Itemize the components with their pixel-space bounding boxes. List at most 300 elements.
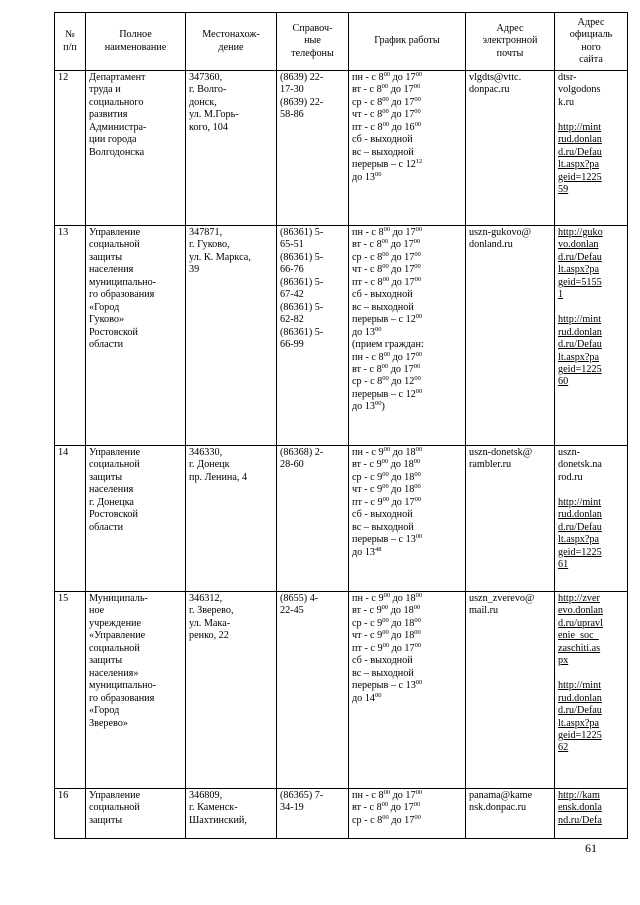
website-link-segment[interactable]: lt.aspx?pa (558, 534, 600, 546)
website-link-segment[interactable]: 60 (558, 376, 569, 388)
time-minutes: 00 (383, 350, 391, 358)
website-link-segment[interactable]: http://guko (558, 227, 603, 238)
text-line: 346312, (189, 593, 223, 604)
schedule-text: до 13 (352, 171, 376, 183)
time-minutes: 00 (383, 226, 391, 233)
website-link-segment[interactable]: geid=1225 (558, 363, 602, 375)
page-number: 61 (585, 841, 597, 855)
text-line: муниципально- (89, 680, 157, 692)
text-line: 66-76 (280, 264, 304, 276)
schedule-line (352, 693, 462, 705)
header-num (55, 13, 86, 71)
org-address (186, 592, 277, 789)
time-minutes: 00 (382, 95, 389, 103)
schedule-line (352, 352, 462, 364)
text-line: 17-30 (280, 84, 304, 96)
time-minutes: 00 (414, 483, 421, 491)
website-link-segment[interactable]: ensk.donla (558, 802, 602, 814)
website-link-segment[interactable]: http://zver (558, 593, 600, 604)
schedule-line (352, 72, 462, 84)
text-line: (86361) 5- (280, 227, 324, 238)
schedule-text: до 17 (388, 239, 414, 251)
text-line: ул. М.Горь- (189, 109, 239, 121)
schedule-line (352, 109, 462, 121)
org-schedule (349, 789, 466, 839)
text-line: области (89, 521, 124, 533)
time-minutes: 00 (382, 375, 389, 383)
schedule-line (352, 327, 462, 339)
text-line: 65-51 (280, 239, 304, 251)
website-link-segment[interactable]: vo.donlan (558, 239, 599, 251)
schedule-text: перерыв – с 13 (352, 534, 416, 546)
schedule-line (352, 484, 462, 496)
website-link-segment[interactable]: http://mint (558, 314, 602, 326)
schedule-text: до 17 (389, 496, 415, 508)
schedule-text: сб - выходной (352, 289, 413, 301)
schedule-text: вт - с 8 (352, 802, 382, 814)
schedule-line (352, 547, 462, 559)
website-link-segment[interactable]: http://mint (558, 680, 602, 692)
header-line: Адрес (577, 16, 605, 28)
schedule-line (352, 172, 462, 184)
schedule-text: ср - с 8 (352, 814, 383, 826)
time-minutes: 00 (381, 238, 389, 246)
schedule-text: перерыв – с 13 (352, 680, 416, 692)
text-line: (8655) 4- (280, 593, 319, 604)
website-link-segment[interactable]: rud.donlan (558, 134, 602, 146)
header-line: телефоны (291, 47, 334, 59)
website-link-segment[interactable]: lt.aspx?pa (558, 159, 600, 171)
org-schedule (349, 71, 466, 226)
text-line: 62-82 (280, 314, 304, 326)
schedule-text: ср - с 8 (352, 251, 383, 263)
text-line: rod.ru (558, 471, 583, 483)
text-line: (86361) 5- (280, 276, 324, 288)
time-minutes: 00 (382, 616, 389, 624)
time-minutes: 00 (413, 83, 421, 91)
org-name (86, 592, 186, 789)
time-minutes: 12 (415, 158, 423, 166)
header-line: Полное (119, 29, 152, 41)
text-line: donetsk.na (558, 459, 602, 471)
text-line: Управление (89, 790, 141, 801)
time-minutes: 00 (375, 400, 382, 408)
text-line: донск, (189, 96, 217, 108)
schedule-text: до 18 (388, 471, 415, 483)
text-line: труда и (89, 84, 121, 96)
website-link-segment[interactable]: 62 (558, 742, 569, 754)
text-line: Гуково» (89, 314, 125, 326)
text-line: Департамент (89, 72, 146, 83)
spacer (558, 484, 624, 496)
time-minutes: 00 (413, 801, 421, 809)
text-line: области (89, 339, 124, 351)
time-minutes: 00 (381, 362, 389, 370)
website-link-segment[interactable]: px (558, 655, 569, 667)
website-link-segment[interactable]: geid=1225 (558, 729, 602, 741)
text-line: пр. Ленина, 4 (189, 471, 248, 483)
website-link-segment[interactable]: zaschiti.as (558, 642, 601, 654)
table-row (55, 226, 628, 446)
text-line: учреждение (89, 617, 142, 629)
schedule-text: вт - с 9 (352, 459, 382, 471)
org-email (466, 789, 555, 839)
text-line: «Город (89, 705, 120, 717)
schedule-text: до 17 (390, 351, 416, 363)
org-website (555, 71, 628, 226)
website-link-segment[interactable]: d.ru/Defau (558, 146, 602, 158)
text-line: (86361) 5- (280, 326, 324, 338)
header-line: № (65, 29, 75, 41)
table-row (55, 592, 628, 789)
text-line: panama@kame (469, 790, 533, 801)
schedule-text: до 17 (389, 276, 415, 288)
website-link-segment[interactable]: rud.donlan (558, 692, 602, 704)
org-address (186, 789, 277, 839)
time-minutes: 00 (383, 789, 391, 796)
time-minutes: 00 (381, 604, 389, 612)
schedule-text: пт - с 9 (352, 496, 383, 508)
org-name (86, 789, 186, 839)
header-location (186, 13, 277, 71)
text-line: ции города (89, 134, 137, 146)
website-link-segment[interactable]: rud.donlan (558, 326, 602, 338)
time-minutes: 00 (414, 375, 421, 383)
text-line: 22-45 (280, 605, 304, 617)
row-number: 13 (55, 226, 86, 446)
website-link-segment[interactable]: d.ru/Defau (558, 251, 602, 263)
website-link-segment[interactable]: http://kam (558, 790, 600, 801)
schedule-text: до 17 (388, 363, 414, 375)
schedule-text: до 17 (388, 109, 415, 121)
schedule-line (352, 605, 462, 617)
schedule-text: до 17 (388, 96, 415, 108)
schedule-line (352, 802, 462, 814)
schedule-line (352, 655, 462, 667)
schedule-line (352, 339, 462, 351)
time-minutes: 00 (383, 446, 391, 453)
website-link-segment[interactable]: geid=1225 (558, 546, 602, 558)
time-minutes: 00 (382, 263, 389, 271)
row-number: 14 (55, 446, 86, 592)
website-link-segment[interactable]: d.ru/upravl (558, 617, 603, 629)
schedule-line (352, 389, 462, 401)
schedule-line (352, 227, 462, 239)
time-minutes: 00 (415, 313, 423, 321)
text-line: ренко, 22 (189, 630, 229, 642)
text-line: dtsr- (558, 72, 577, 83)
text-line: 28-60 (280, 459, 304, 471)
text-line: (86365) 7- (280, 790, 324, 801)
schedule-text: вс – выходной (352, 521, 414, 533)
org-phones (277, 789, 349, 839)
org-email (466, 446, 555, 592)
header-line: Адрес (496, 22, 524, 34)
header-line: почты (496, 47, 524, 59)
org-website (555, 789, 628, 839)
table-row (55, 71, 628, 226)
text-line: населения» (89, 667, 139, 679)
spacer (558, 302, 624, 314)
time-minutes: 00 (413, 362, 421, 370)
header-line: сайта (579, 53, 603, 65)
text-line: uszn-gukovo@ (469, 227, 532, 238)
website-link-segment[interactable]: lt.aspx?pa (558, 264, 600, 276)
text-line: k.ru (558, 96, 575, 108)
header-phones (277, 13, 349, 71)
time-minutes: 00 (415, 71, 423, 78)
time-minutes: 00 (413, 604, 421, 612)
time-minutes: 00 (381, 83, 389, 91)
time-minutes: 00 (414, 470, 421, 478)
schedule-text: вт - с 8 (352, 84, 382, 96)
text-line: г. Донецк (189, 459, 230, 471)
header-line: Справоч- (292, 22, 333, 34)
schedule-text: вс – выходной (352, 667, 414, 679)
schedule-text: до 18 (390, 593, 416, 604)
schedule-text: вс – выходной (352, 301, 414, 313)
time-minutes: 00 (415, 387, 423, 395)
row-number: 15 (55, 592, 86, 789)
schedule-text: до 13 (352, 401, 376, 413)
website-link-segment[interactable]: 1 (558, 289, 564, 301)
header-line: Местонахож- (202, 29, 260, 41)
org-phones (277, 71, 349, 226)
text-line: uszn-donetsk@ (469, 447, 533, 458)
website-link-segment[interactable]: d.ru/Defau (558, 521, 602, 533)
website-link-segment[interactable]: http://mint (558, 496, 602, 508)
time-minutes: 00 (415, 446, 423, 453)
schedule-text: чт - с 9 (352, 484, 383, 496)
schedule-line (352, 364, 462, 376)
table-row (55, 446, 628, 592)
schedule-text: до 17 (390, 227, 416, 238)
schedule-text: пн - с 8 (352, 72, 384, 83)
header-line: наименование (104, 41, 167, 53)
time-minutes: 00 (382, 813, 389, 821)
schedule-text: до 12 (388, 376, 415, 388)
spacer (558, 109, 624, 121)
text-line: mail.ru (469, 605, 499, 617)
text-line: социальной (89, 239, 140, 251)
schedule-text: (прием граждан: (352, 339, 424, 351)
text-line: социальной (89, 802, 140, 814)
org-address (186, 71, 277, 226)
text-line: (8639) 22- (280, 96, 324, 108)
text-line: го образования (89, 289, 155, 301)
schedule-text: пт - с 8 (352, 121, 383, 133)
schedule-text: до 16 (389, 121, 415, 133)
time-minutes: 00 (414, 263, 421, 271)
text-line: (86361) 5- (280, 251, 324, 263)
text-line: Управление (89, 447, 141, 458)
schedule-text: сб - выходной (352, 509, 413, 521)
text-line: развития (89, 109, 128, 121)
website-link-segment[interactable]: http://mint (558, 121, 602, 133)
table-header-row (55, 13, 628, 71)
schedule-text: пт - с 8 (352, 276, 383, 288)
schedule-line (352, 376, 462, 388)
text-line: социального (89, 96, 144, 108)
time-minutes: 00 (381, 458, 389, 466)
time-minutes: 00 (415, 350, 423, 358)
text-line: социальной (89, 459, 140, 471)
website-link-segment[interactable]: d.ru/Defau (558, 705, 602, 717)
text-line: (86368) 2- (280, 447, 324, 458)
schedule-text: пн - с 9 (352, 593, 384, 604)
text-line: г. Гуково, (189, 239, 230, 251)
schedule-line (352, 302, 462, 314)
schedule-line (352, 534, 462, 546)
time-minutes: 00 (383, 592, 391, 599)
org-email (466, 71, 555, 226)
time-minutes: 00 (414, 616, 421, 624)
header-line: ные (304, 35, 321, 47)
header-line: электронной (482, 35, 538, 47)
org-name (86, 446, 186, 592)
row-number: 16 (55, 789, 86, 839)
text-line: «Управление (89, 630, 146, 642)
time-minutes: 48 (375, 545, 382, 553)
schedule-line (352, 122, 462, 134)
header-schedule (349, 13, 466, 71)
schedule-text: до 17 (388, 814, 415, 826)
schedule-text: перерыв – с 12 (352, 388, 416, 400)
text-line: uszn- (558, 447, 581, 458)
website-link-segment[interactable]: lt.aspx?pa (558, 351, 600, 363)
schedule-text: до 18 (388, 630, 415, 642)
text-line: ное (89, 605, 105, 617)
schedule-text: перерыв – с 12 (352, 314, 416, 326)
text-line: Зверево» (89, 717, 128, 729)
org-phones (277, 446, 349, 592)
header-email (466, 13, 555, 71)
time-minutes: 00 (414, 95, 421, 103)
text-line: 347871, (189, 227, 223, 238)
website-link-segment[interactable]: enie_soc_ (558, 630, 599, 642)
time-minutes: 00 (415, 533, 423, 541)
schedule-line (352, 277, 462, 289)
schedule-text: до 17 (388, 84, 414, 96)
header-line: График работы (374, 35, 440, 47)
header-line: официаль (569, 29, 613, 41)
text-line: vlgdts@vttc. (469, 72, 522, 83)
text-line: г. Волго- (189, 84, 227, 96)
text-line: Управление (89, 227, 141, 238)
text-line: Волгодонска (89, 146, 145, 158)
schedule-line (352, 790, 462, 802)
text-line: защиты (89, 251, 123, 263)
schedule-text: сб - выходной (352, 655, 413, 667)
schedule-text: до 18 (388, 459, 414, 471)
org-email (466, 226, 555, 446)
time-minutes: 00 (414, 108, 421, 116)
time-minutes: 00 (382, 108, 389, 116)
schedule-line (352, 264, 462, 276)
schedule-text: пт - с 9 (352, 642, 383, 654)
schedule-text: до 17 (388, 264, 415, 276)
website-link-segment[interactable]: 59 (558, 184, 569, 196)
website-link-segment[interactable]: evo.donlan (558, 605, 603, 617)
header-line: ного (581, 41, 601, 53)
org-name (86, 71, 186, 226)
schedule-text: перерыв – с 12 (352, 159, 416, 171)
time-minutes: 00 (413, 458, 421, 466)
schedule-line (352, 289, 462, 301)
text-line: 67-42 (280, 289, 304, 301)
text-line: социальной (89, 642, 140, 654)
org-email (466, 592, 555, 789)
schedule-line (352, 147, 462, 159)
schedule-text: до 17 (390, 72, 416, 83)
text-line: donland.ru (469, 239, 513, 251)
time-minutes: 00 (375, 170, 382, 178)
org-schedule (349, 226, 466, 446)
website-link-segment[interactable]: rud.donlan (558, 509, 602, 521)
schedule-line (352, 643, 462, 655)
org-website (555, 592, 628, 789)
schedule-line (352, 668, 462, 680)
schedule-text: до 17 (388, 802, 414, 814)
time-minutes: 00 (413, 238, 421, 246)
schedule-line (352, 239, 462, 251)
text-line: 58-86 (280, 109, 304, 121)
schedule-text: вт - с 8 (352, 363, 382, 375)
schedule-line (352, 447, 462, 459)
schedule-text: ср - с 9 (352, 471, 383, 483)
schedule-text: вт - с 9 (352, 605, 382, 617)
schedule-text: пн - с 8 (352, 351, 384, 363)
website-link-segment[interactable]: 61 (558, 559, 569, 571)
time-minutes: 00 (382, 250, 389, 258)
schedule-line (352, 497, 462, 509)
time-minutes: 00 (414, 641, 422, 649)
text-line: 347360, (189, 72, 223, 83)
website-link-segment[interactable]: geid=5155 (558, 276, 602, 288)
row-number: 12 (55, 71, 86, 226)
text-line: защиты (89, 471, 123, 483)
time-minutes: 00 (414, 495, 422, 503)
text-line: населения (89, 484, 134, 496)
time-minutes: 00 (414, 813, 421, 821)
header-line: дение (218, 41, 244, 53)
time-minutes: 00 (381, 801, 389, 809)
text-line: volgodons (558, 84, 601, 96)
text-line: муниципально- (89, 276, 157, 288)
website-link-segment[interactable]: lt.aspx?pa (558, 717, 600, 729)
time-minutes: 00 (382, 483, 389, 491)
schedule-line (352, 593, 462, 605)
schedule-text: до 18 (388, 605, 414, 617)
schedule-text: пн - с 9 (352, 447, 384, 458)
text-line: г. Каменск- (189, 802, 238, 814)
schedule-line (352, 134, 462, 146)
website-link-segment[interactable]: d.ru/Defau (558, 339, 602, 351)
text-line: Ростовской (89, 509, 138, 521)
text-line: защиты (89, 814, 123, 826)
header-website (555, 13, 628, 71)
schedule-line (352, 97, 462, 109)
org-website (555, 446, 628, 592)
schedule-line (352, 314, 462, 326)
text-line: Администра- (89, 121, 147, 133)
website-link-segment[interactable]: geid=1225 (558, 171, 602, 183)
text-line: г. Зверево, (189, 605, 234, 617)
schedule-text: пн - с 8 (352, 790, 384, 801)
table-row (55, 789, 628, 839)
website-link-segment[interactable]: nd.ru/Defa (558, 814, 602, 826)
text-line: г. Донецка (89, 496, 134, 508)
